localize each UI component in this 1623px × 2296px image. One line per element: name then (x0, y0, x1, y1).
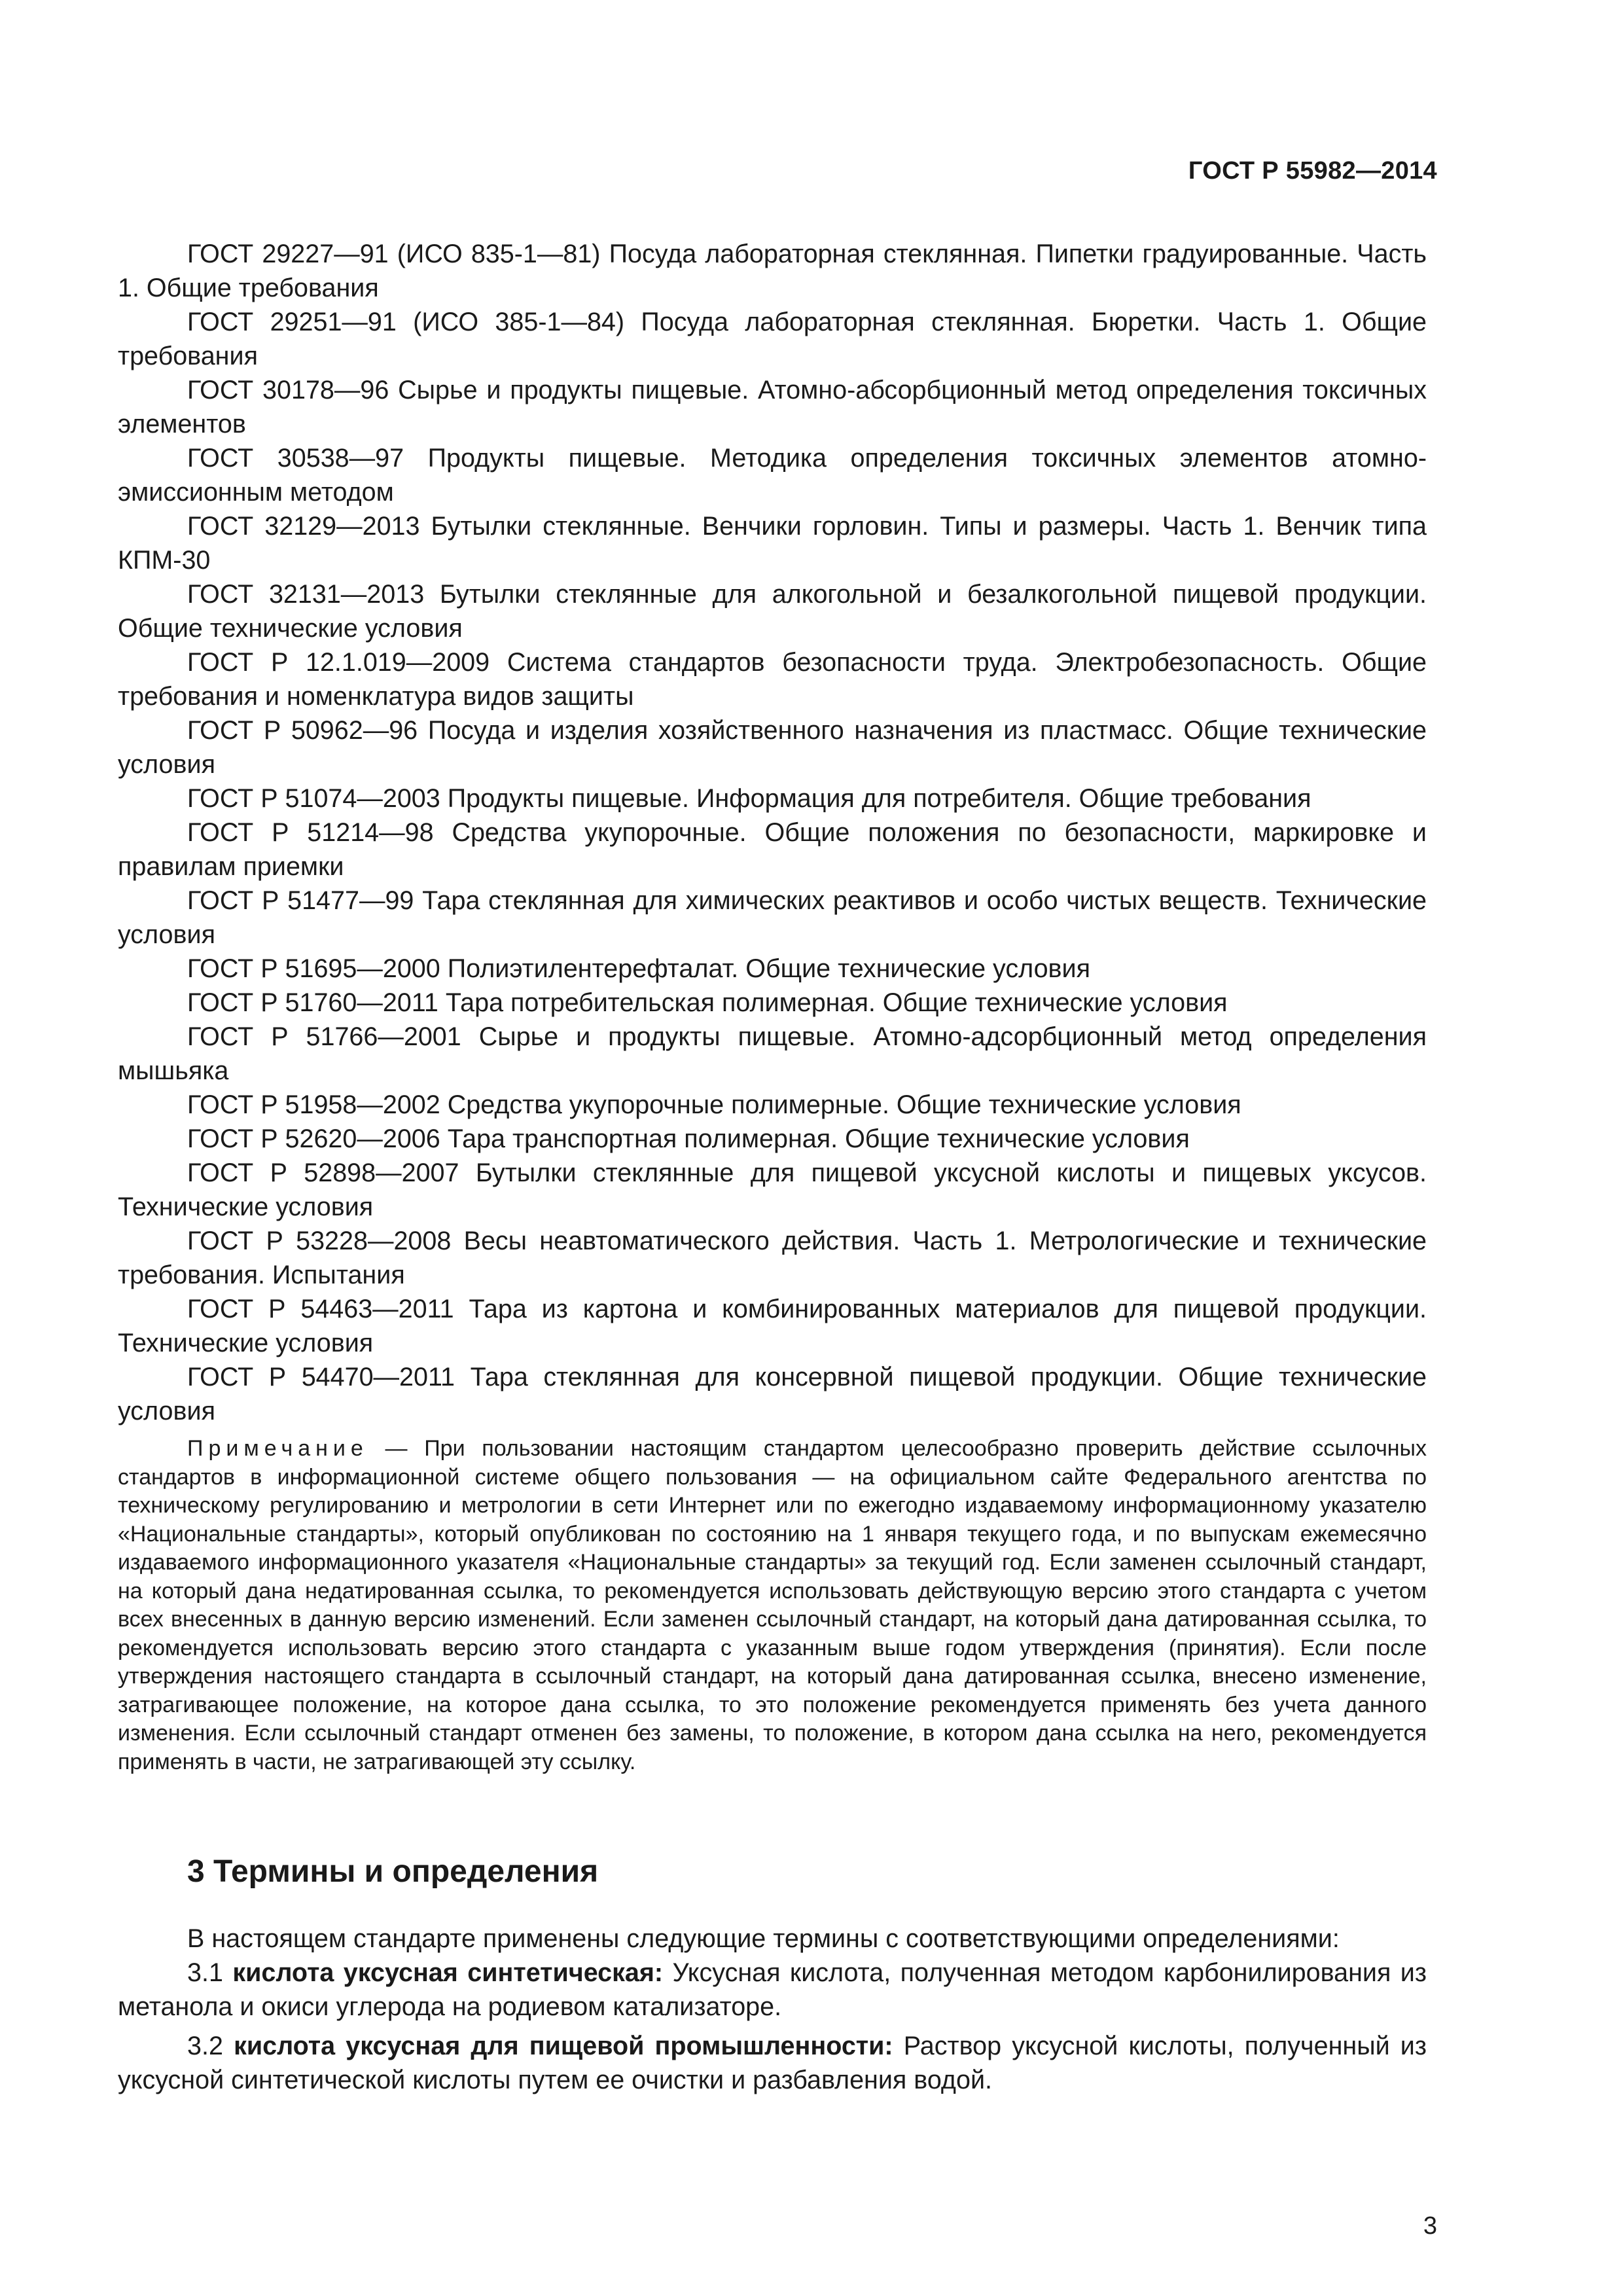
reference-title: Бутылки стеклянные. Венчики горловин. Типы и размеры. Часть 1. Венчик типа КПМ-30 (118, 512, 1427, 575)
term-name: кислота уксусная синтетическая: (232, 1958, 664, 1987)
reference-code: ГОСТ 29251—91 (ИСО 385-1—84) (187, 308, 625, 336)
note-separator: — (368, 1436, 425, 1461)
reference-item (118, 884, 1427, 952)
reference-item (118, 986, 1427, 1020)
section-title: 3 Термины и определения (187, 1854, 599, 1889)
note-text: При пользовании настоящим стандартом целесообразно проверить действие ссылочных стандартов в информационной системе общего пользования — на официальном сайте Федерального агентства по техническому регулированию и метрологии в сети Интернет или по ежегодно издаваемому информационному указателю «Национальные стандарты», который опубликован по состоянию на 1 января текущего года, и по выпускам ежемесячно издаваемого информационного указателя «Национальные стандарты» за текущий год. Если заменен ссылочный стандарт, на который дана недатированная ссылка, то рекомендуется использовать действующую версию этого стандарта с учетом всех внесенных в данную версию изменений. Если заменен ссылочный стандарт, на который дана датированная ссылка, то рекомендуется использовать версию этого стандарта с указанным выше годом утверждения (принятия). Если после утверждения настоящего стандарта в ссылочный стандарт, на который дана датированная ссылка, внесено изменение, затрагивающее положение, на которое дана ссылка, то это положение рекомендуется применять без учета данного изменения. Если ссылочный стандарт отменен без замены, то положение, в котором дана ссылка на него, рекомендуется применять в части, не затрагивающей эту ссылку. (118, 1436, 1427, 1774)
reference-code: ГОСТ Р 51074—2003 (187, 784, 440, 813)
reference-code: ГОСТ Р 50962—96 (187, 716, 418, 745)
reference-title: Средства укупорочные. Общие положения по безопасности, маркировке и правилам приемки (118, 818, 1427, 881)
reference-code: ГОСТ Р 51477—99 (187, 886, 414, 915)
reference-code: ГОСТ Р 52898—2007 (187, 1158, 459, 1187)
reference-title: Средства укупорочные полимерные. Общие технические условия (447, 1090, 1241, 1119)
reference-item (118, 713, 1427, 781)
reference-item (118, 1292, 1427, 1360)
reference-item (118, 509, 1427, 577)
reference-code: ГОСТ 30178—96 (187, 376, 389, 404)
reference-item (118, 781, 1427, 816)
references-note (118, 1435, 1427, 1776)
reference-title: Сырье и продукты пищевые. Атомно-адсорбционный метод определения мышьяка (118, 1022, 1427, 1085)
reference-code: ГОСТ Р 51958—2002 (187, 1090, 440, 1119)
reference-title: Сырье и продукты пищевые. Атомно-абсорбционный метод определения токсичных элементов (118, 376, 1427, 439)
term-item (118, 1956, 1427, 2024)
reference-item (118, 1224, 1427, 1292)
reference-item (118, 441, 1427, 509)
reference-item (118, 1360, 1427, 1428)
reference-item (118, 952, 1427, 986)
page-number: 3 (1423, 2212, 1437, 2240)
note-label: Примечание (187, 1436, 368, 1461)
reference-title: Система стандартов безопасности труда. Электробезопасность. Общие требования и номенклатура видов защиты (118, 648, 1427, 711)
reference-item (118, 373, 1427, 441)
section-intro: В настоящем стандарте применены следующие термины с соответствующими определениями: (187, 1924, 1340, 1953)
term-item (118, 2029, 1427, 2097)
reference-title: Тара транспортная полимерная. Общие технические условия (447, 1124, 1190, 1153)
reference-item (118, 1020, 1427, 1088)
term-definition: Уксусная кислота, полученная методом карбонилирования из метанола и окиси углерода на родиевом катализаторе. (118, 1958, 1427, 2021)
reference-code: ГОСТ 29227—91 (ИСО 835-1—81) (187, 240, 601, 268)
reference-title: Посуда лабораторная стеклянная. Бюретки. Часть 1. Общие требования (118, 308, 1427, 370)
reference-title: Бутылки стеклянные для пищевой уксусной кислоты и пищевых уксусов. Технические условия (118, 1158, 1427, 1221)
reference-item (118, 645, 1427, 713)
reference-title: Продукты пищевые. Методика определения токсичных элементов атомно-эмиссионным методом (118, 444, 1427, 507)
reference-title: Полиэтилентерефталат. Общие технические условия (447, 954, 1090, 983)
reference-code: ГОСТ 32129—2013 (187, 512, 420, 541)
reference-code: ГОСТ Р 12.1.019—2009 (187, 648, 490, 677)
reference-code: ГОСТ Р 52620—2006 (187, 1124, 440, 1153)
reference-title: Посуда лабораторная стеклянная. Пипетки градуированные. Часть 1. Общие требования (118, 240, 1427, 302)
normative-references-list (118, 237, 1427, 1428)
term-definition: Раствор уксусной кислоты, полученный из уксусной синтетической кислоты путем ее очистки и разбавления водой. (118, 2032, 1427, 2094)
term-name: кислота уксусная для пищевой промышленности: (234, 2032, 893, 2060)
reference-code: ГОСТ Р 53228—2008 (187, 1227, 452, 1255)
reference-code: ГОСТ 32131—2013 (187, 580, 425, 609)
reference-item (118, 577, 1427, 645)
reference-item (118, 305, 1427, 373)
reference-code: ГОСТ 30538—97 (187, 444, 404, 473)
reference-item (118, 237, 1427, 305)
reference-code: ГОСТ Р 51695—2000 (187, 954, 440, 983)
reference-item (118, 816, 1427, 884)
reference-title: Весы неавтоматического действия. Часть 1. Метрологические и технические требования. Испытания (118, 1227, 1427, 1289)
reference-code: ГОСТ Р 51760—2011 (187, 988, 438, 1017)
reference-title: Тара стеклянная для консервной пищевой продукции. Общие технические условия (118, 1363, 1427, 1426)
reference-code: ГОСТ Р 54463—2011 (187, 1295, 454, 1323)
reference-code: ГОСТ Р 51766—2001 (187, 1022, 461, 1051)
reference-title: Продукты пищевые. Информация для потребителя. Общие требования (447, 784, 1311, 813)
reference-title: Тара потребительская полимерная. Общие технические условия (445, 988, 1228, 1017)
reference-title: Тара из картона и комбинированных материалов для пищевой продукции. Технические условия (118, 1295, 1427, 1357)
reference-code: ГОСТ Р 51214—98 (187, 818, 434, 847)
reference-title: Посуда и изделия хозяйственного назначения из пластмасс. Общие технические условия (118, 716, 1427, 779)
reference-code: ГОСТ Р 54470—2011 (187, 1363, 455, 1391)
terms-section (118, 1922, 1427, 2097)
term-number: 3.2 (187, 2032, 223, 2060)
reference-item (118, 1088, 1427, 1122)
term-number: 3.1 (187, 1958, 223, 1987)
reference-title: Тара стеклянная для химических реактивов и особо чистых веществ. Технические условия (118, 886, 1427, 949)
reference-item (118, 1122, 1427, 1156)
document-code-header: ГОСТ Р 55982—2014 (1188, 157, 1437, 185)
reference-item (118, 1156, 1427, 1224)
reference-title: Бутылки стеклянные для алкогольной и безалкогольной пищевой продукции. Общие технические условия (118, 580, 1427, 643)
